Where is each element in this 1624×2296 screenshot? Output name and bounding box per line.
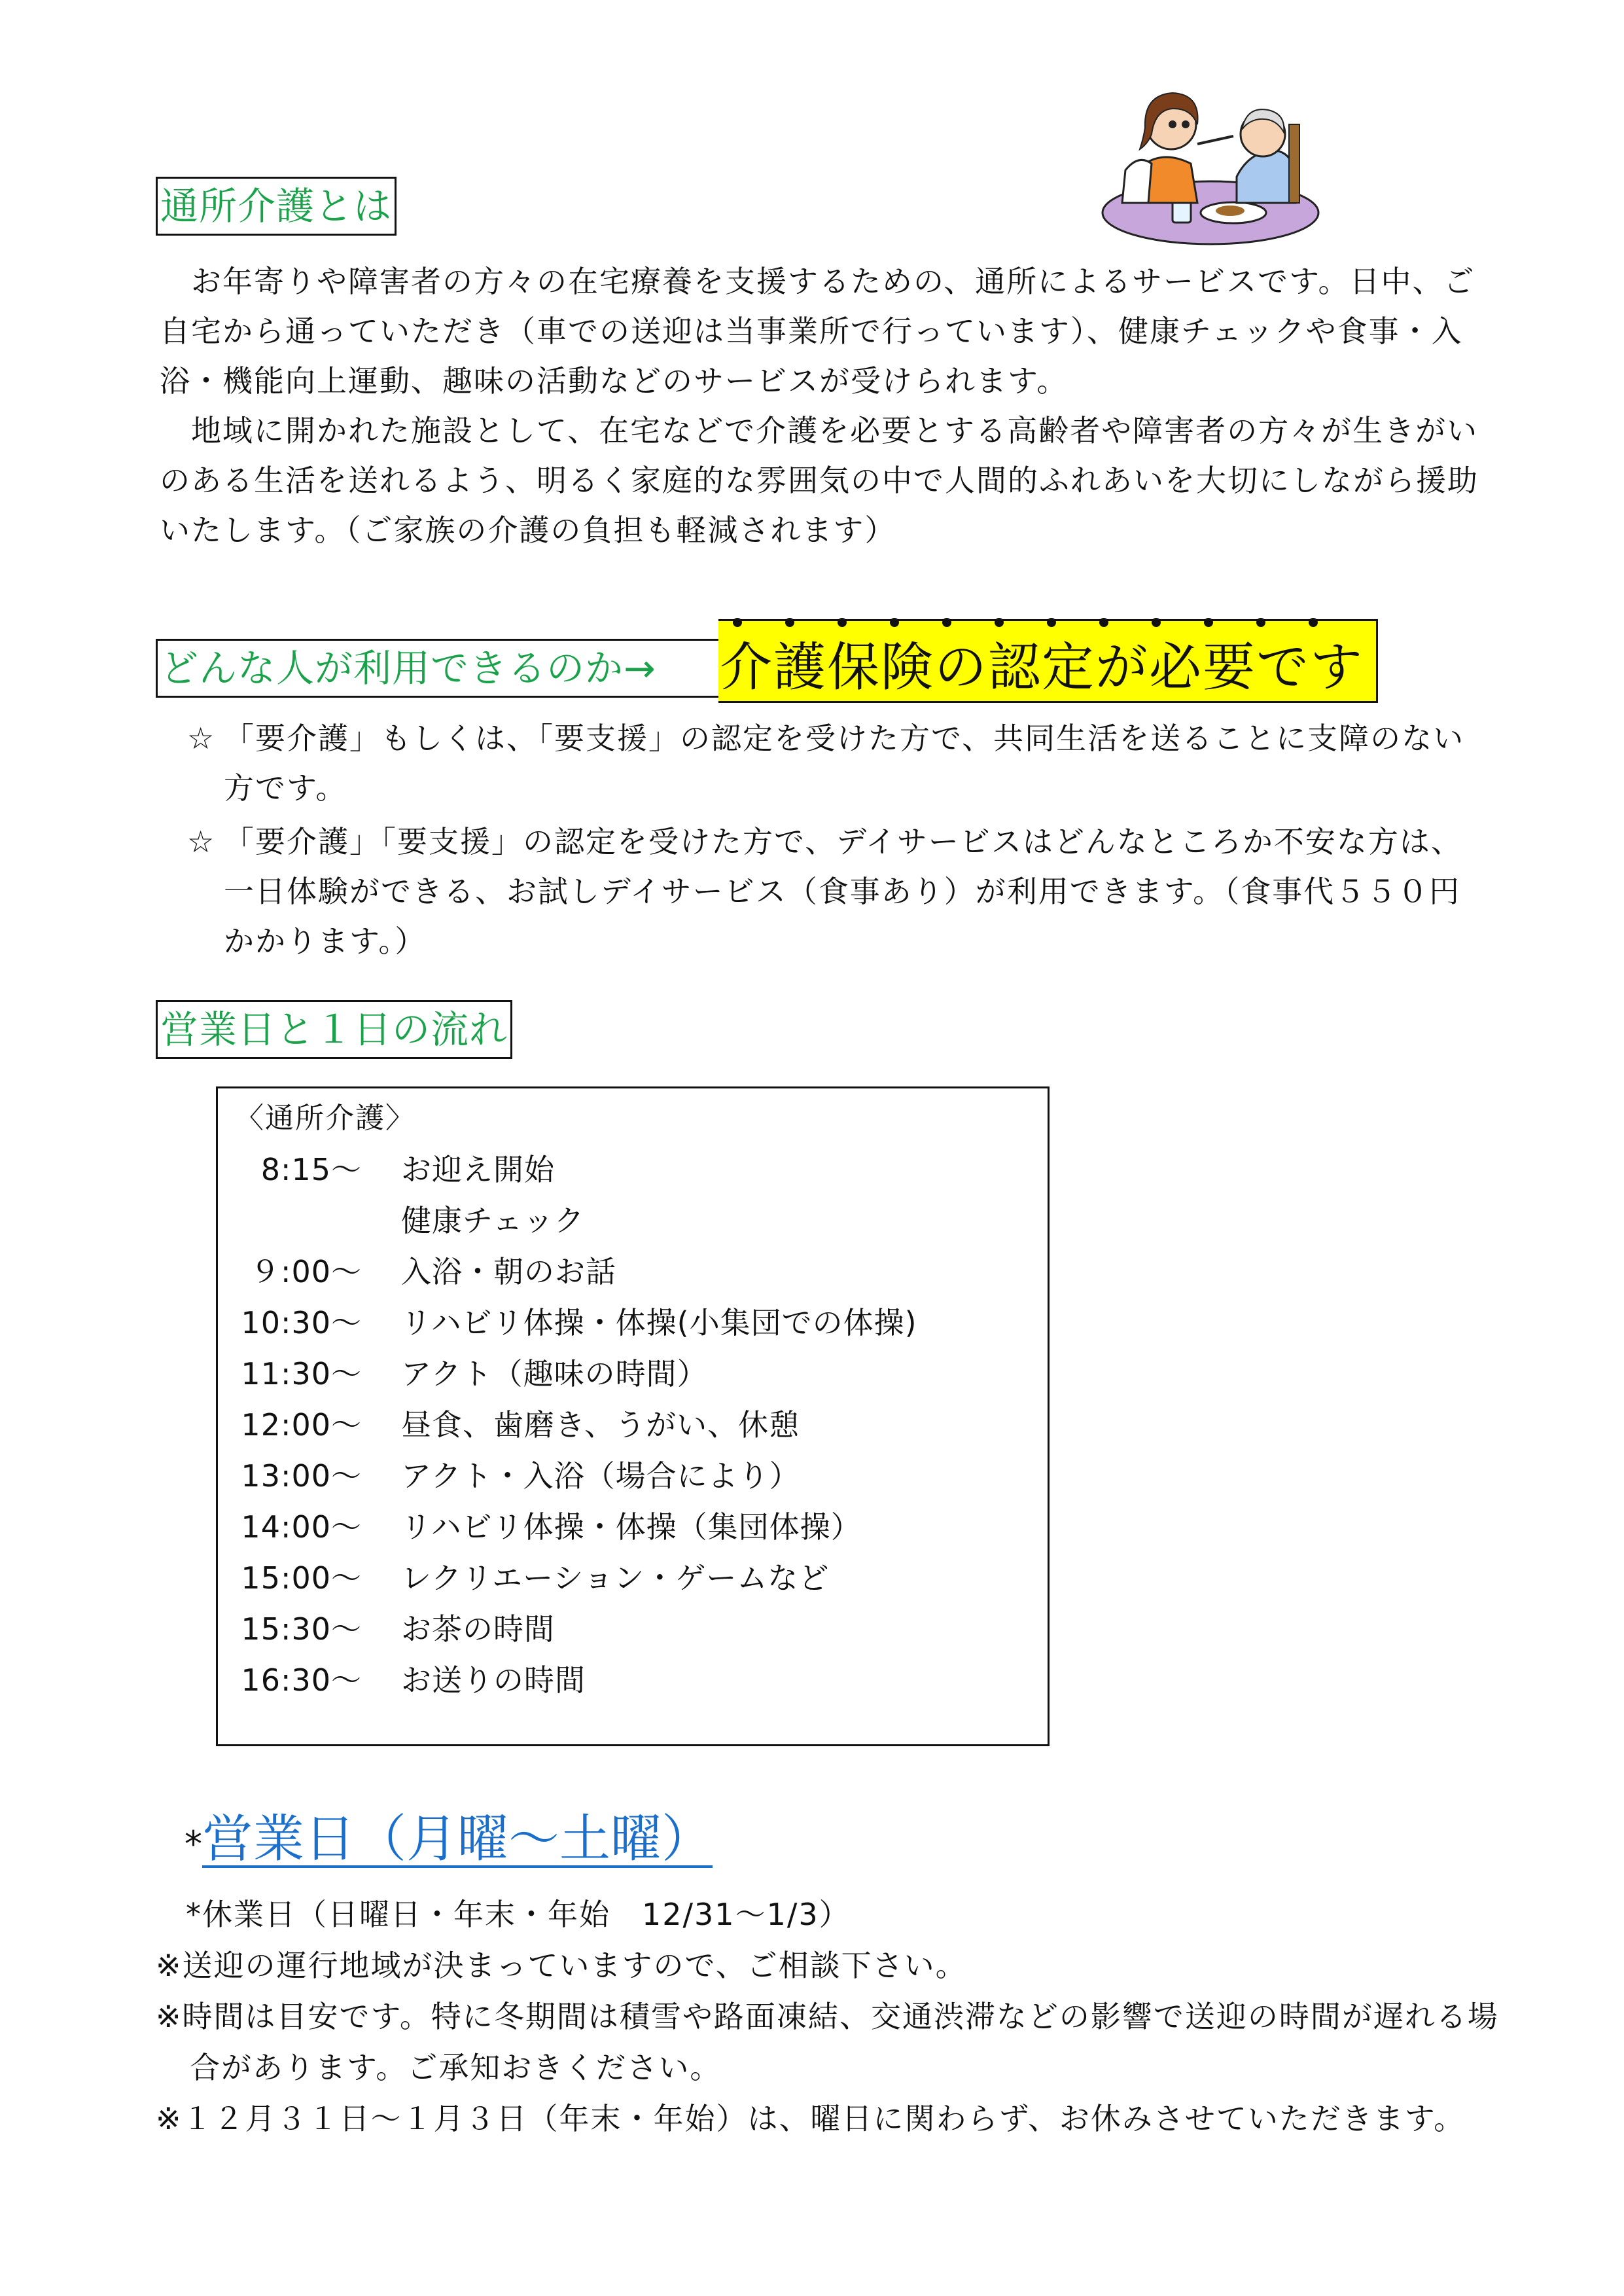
- schedule-time: 8:15～: [260, 1152, 362, 1187]
- about-paragraph-2: 地域に開かれた施設として、在宅などで介護を必要とする高齢者や障害者の方々が生きがいのある生活を送れるよう、明るく家庭的な雰囲気の中で人間的ふれあいを大切にしながら援助いたします。（ご家族の介護の負担も軽減されます）: [160, 413, 1479, 548]
- star-icon: ☆: [187, 721, 216, 756]
- schedule-activity: 入浴・朝のお話: [401, 1254, 616, 1289]
- schedule-activity: アクト（趣味の時間）: [401, 1356, 708, 1391]
- daily-schedule-box: [216, 1086, 1050, 1746]
- closed-days-note: *休業日（日曜日・年末・年始 12/31～1/3）: [186, 1897, 851, 1932]
- schedule-time: 15:00～: [241, 1560, 362, 1596]
- about-paragraph-1: お年寄りや障害者の方々の在宅療養を支援するための、通所によるサービスです。日中、ご自宅から通っていただき（車での送迎は当事業所で行っています）、健康チェックや食事・入浴・機能向上運動、趣味の活動などのサービスが受けられます。: [160, 264, 1475, 399]
- schedule-time: 14:00～: [241, 1509, 362, 1545]
- schedule-title: 〈通所介護〉: [235, 1102, 415, 1135]
- schedule-activity: お茶の時間: [401, 1611, 555, 1647]
- section-heading-about: 通所介護とは: [156, 177, 397, 236]
- schedule-time: 13:00～: [241, 1458, 362, 1494]
- note-item: ※送迎の運行地域が決まっていますので、ご相談下さい。: [156, 1948, 967, 1983]
- schedule-time: ９:00～: [249, 1254, 362, 1289]
- caregiver-feeding-elderly-illustration: [1099, 72, 1322, 249]
- certification-required-text: 介護保険の認定が必要です: [720, 637, 1364, 698]
- schedule-time: 10:30～: [241, 1305, 362, 1340]
- schedule-activity: リハビリ体操・体操（集団体操）: [401, 1509, 862, 1545]
- operating-days-title: [185, 1806, 713, 1877]
- highlight-border: [718, 619, 1378, 703]
- schedule-time: 12:00～: [241, 1407, 362, 1443]
- note-item: ※１２月３１日～１月３日（年末・年始）は、曜日に関わらず、お休みさせていただきます。: [156, 2101, 1466, 2136]
- star-icon: ☆: [187, 824, 216, 859]
- about-description: [160, 257, 1488, 555]
- asterisk-mark: *: [185, 1823, 202, 1865]
- schedule-time: 15:30～: [241, 1611, 362, 1647]
- schedule-activity: 健康チェック: [401, 1203, 585, 1238]
- schedule-activity: お迎え開始: [401, 1152, 555, 1187]
- operating-days-text: 営業日（月曜～土曜）: [202, 1810, 713, 1869]
- operating-notes: [156, 1889, 1504, 2144]
- schedule-activity: アクト・入浴（場合により）: [401, 1458, 800, 1494]
- eligibility-question: どんな人が利用できるのか→: [160, 646, 656, 691]
- schedule-activity: 昼食、歯磨き、うがい、休憩: [401, 1407, 800, 1443]
- eligibility-item-text: 「要介護」「要支援」の認定を受けた方で、デイサービスはどんなところか不安な方は、一日体験ができる、お試しデイサービス（食事あり）が利用できます。（食事代５５０円かかります。）: [224, 824, 1462, 959]
- eligibility-item: [187, 713, 1489, 813]
- schedule-activity: お送りの時間: [401, 1662, 586, 1698]
- schedule-time: 11:30～: [241, 1356, 362, 1391]
- eligibility-item: [187, 817, 1489, 966]
- schedule-time: 16:30～: [241, 1662, 362, 1698]
- schedule-activity: レクリエーション・ゲームなど: [401, 1560, 830, 1596]
- note-item: ※時間は目安です。特に冬期間は積雪や路面凍結、交通渋滞などの影響で送迎の時間が遅れる場合があります。ご承知おきください。: [156, 1999, 1499, 2085]
- eligibility-item-text: 「要介護」もしくは、「要支援」の認定を受けた方で、共同生活を送ることに支障のない方です。: [224, 721, 1465, 806]
- section-heading-schedule: 営業日と１日の流れ: [156, 1000, 512, 1059]
- schedule-activity: リハビリ体操・体操(小集団での体操): [401, 1305, 917, 1340]
